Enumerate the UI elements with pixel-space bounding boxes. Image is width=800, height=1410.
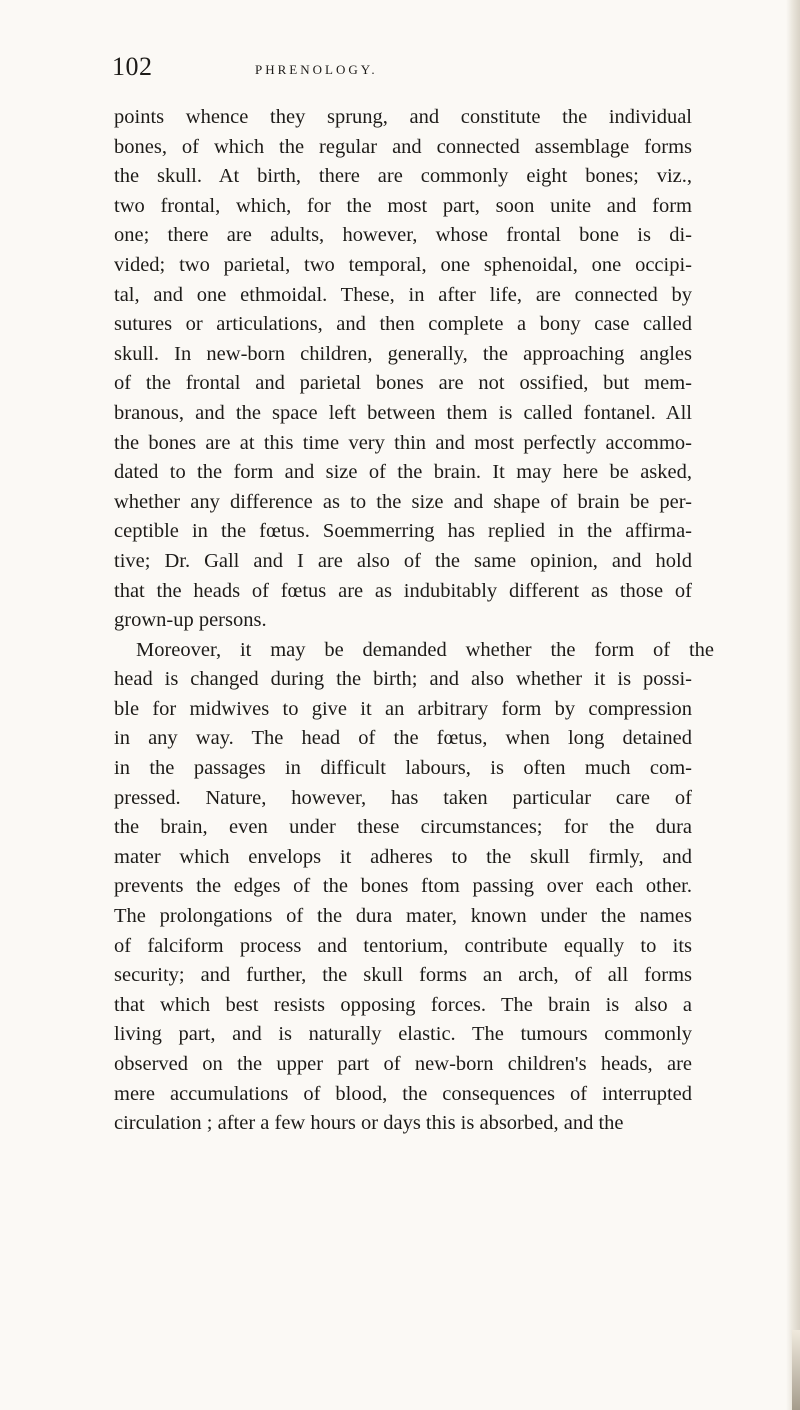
text-line: dated to the form and size of the brain. It may here be asked, [114, 461, 692, 484]
text-line: that which best resists opposing forces. The brain is also a [114, 993, 692, 1016]
text-line: in the passages in difficult labours, is often much com- [114, 757, 692, 780]
text-line: head is changed during the birth; and also whether it is possi- [114, 668, 692, 691]
text-line: tive; Dr. Gall and I are also of the same opinion, and hold [114, 549, 692, 572]
text-line: of falciform process and tentorium, contribute equally to its [114, 934, 692, 957]
text-line: tal, and one ethmoidal. These, in after life, are connected by [114, 283, 692, 306]
text-line: prevents the edges of the bones ftom passing over each other. [114, 875, 692, 898]
text-line: grown-up persons. [114, 609, 267, 632]
text-line: circulation ; after a few hours or days this is absorbed, and the [114, 1112, 624, 1135]
body-text [114, 103, 794, 1139]
text-line: the bones are at this time very thin and most perfectly accommo- [114, 431, 692, 454]
text-line: Moreover, it may be demanded whether the form of the [136, 638, 714, 661]
text-line: in any way. The head of the fœtus, when long detained [114, 727, 692, 750]
text-line: whether any difference as to the size and shape of brain be per- [114, 490, 692, 513]
text-line: of the frontal and parietal bones are not ossified, but mem- [114, 372, 692, 395]
page-header [112, 52, 712, 92]
text-line: security; and further, the skull forms an arch, of all forms [114, 964, 692, 987]
text-line: mater which envelops it adheres to the skull firmly, and [114, 845, 692, 868]
text-line: points whence they sprung, and constitute the individual [114, 106, 692, 128]
page-corner-shadow [792, 1330, 800, 1410]
text-line: bones, of which the regular and connected assemblage forms [114, 135, 692, 158]
text-line: ble for midwives to give it an arbitrary form by compression [114, 697, 692, 720]
text-line: two frontal, which, for the most part, soon unite and form [114, 194, 692, 217]
text-line: sutures or articulations, and then complete a bony case called [114, 313, 692, 336]
text-line: the brain, even under these circumstances; for the dura [114, 816, 692, 839]
text-line: observed on the upper part of new-born children's heads, are [114, 1053, 692, 1075]
text-line: vided; two parietal, two temporal, one sphenoidal, one occipi- [114, 253, 692, 276]
text-line: mere accumulations of blood, the consequences of interrupted [114, 1082, 692, 1105]
text-line: branous, and the space left between them is called fontanel. All [114, 401, 692, 424]
text-line: pressed. Nature, however, has taken particular care of [114, 786, 692, 809]
text-line: that the heads of fœtus are as indubitably different as those of [114, 579, 692, 602]
text-line: skull. In new-born children, generally, the approaching angles [114, 342, 692, 365]
text-line: The prolongations of the dura mater, known under the names [114, 905, 692, 928]
text-line: living part, and is naturally elastic. The tumours commonly [114, 1023, 692, 1046]
text-line: the skull. At birth, there are commonly eight bones; viz., [114, 165, 692, 188]
text-line: ceptible in the fœtus. Soemmerring has replied in the affirma- [114, 520, 692, 543]
text-line: one; there are adults, however, whose frontal bone is di- [114, 224, 692, 247]
page-number: 102 [112, 52, 153, 81]
running-head: PHRENOLOGY. [255, 62, 378, 77]
